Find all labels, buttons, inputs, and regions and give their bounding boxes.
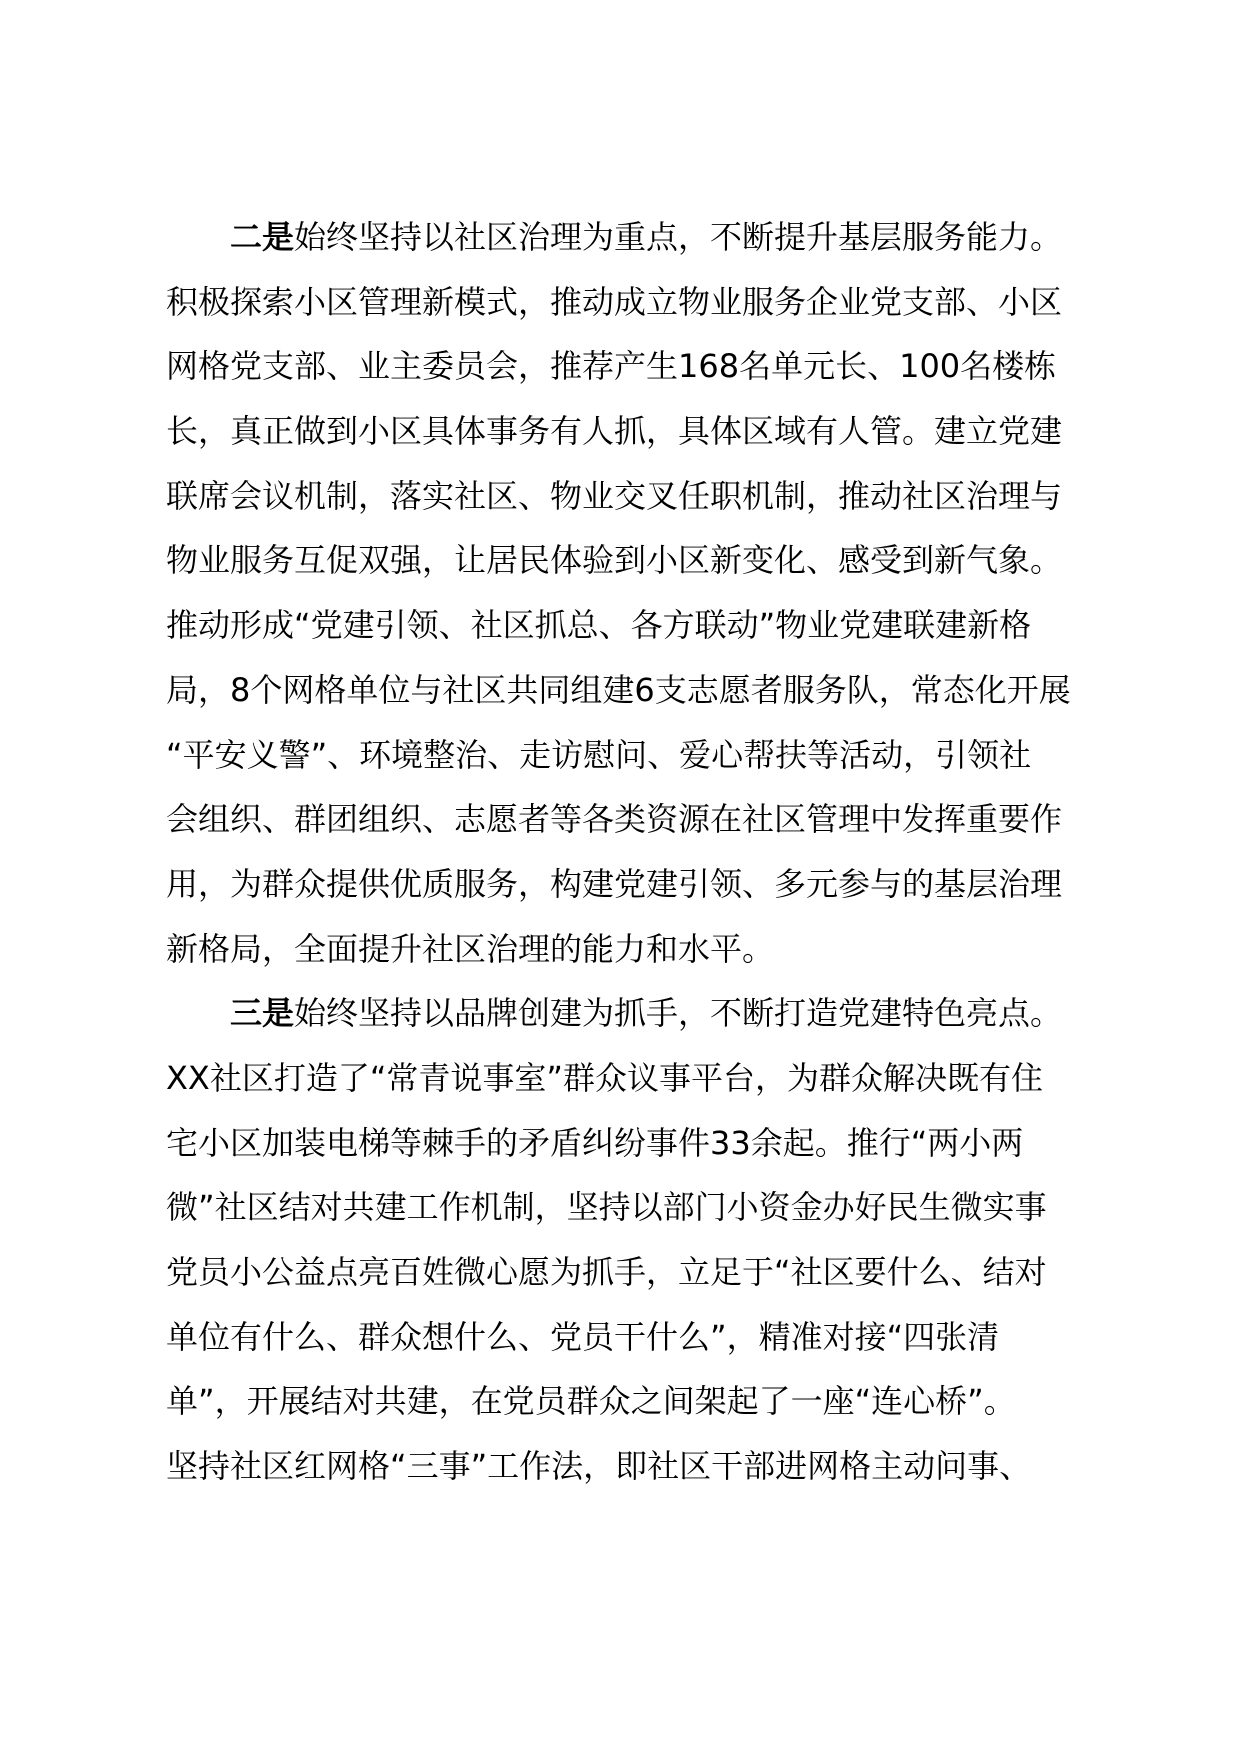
paragraph-line: 会组织、群团组织、志愿者等各类资源在社区管理中发挥重要作 (166, 800, 1063, 839)
paragraph-line: 局，8个网格单位与社区共同组建6支志愿者服务队，常态化开展 (166, 670, 1071, 709)
paragraph-line: 推动形成“党建引领、社区抓总、各方联动”物业党建联建新格 (166, 606, 1032, 645)
paragraph-line: 党员小公益点亮百姓微心愿为抓手，立足于“社区要什么、结对 (166, 1253, 1047, 1291)
document-body (166, 205, 1106, 1499)
paragraph-line: 积极探索小区管理新模式，推动成立物业服务企业党支部、小区 (166, 282, 1063, 321)
paragraph-line: 二是始终坚持以社区治理为重点，不断提升基层服务能力。 (230, 218, 1063, 256)
paragraph-line: 网格党支部、业主委员会，推荐产生168名单元长、100名楼栋 (166, 347, 1057, 386)
paragraph-line: XX社区打造了“常青说事室”群众议事平台，为群众解决既有住 (166, 1058, 1044, 1097)
paragraph-line: 长，真正做到小区具体事务有人抓，具体区域有人管。建立党建 (166, 412, 1063, 451)
paragraph-lead: 三是 (230, 994, 295, 1033)
paragraph-3 (166, 981, 1106, 1499)
paragraph-line: 坚持社区红网格“三事”工作法，即社区干部进网格主动问事、 (166, 1447, 1032, 1486)
paragraph-line: 宅小区加装电梯等棘手的矛盾纠纷事件33余起。推行“两小两 (166, 1123, 1024, 1162)
paragraph-line: 单位有什么、群众想什么、党员干什么”，精准对接“四张清 (166, 1317, 1000, 1356)
paragraph-line: 单”，开展结对共建，在党员群众之间架起了一座“连心桥”。 (166, 1382, 1016, 1421)
paragraph-lead: 二是 (230, 218, 295, 256)
paragraph-line: 物业服务互促双强，让居民体验到小区新变化、感受到新气象。 (166, 541, 1063, 580)
paragraph-line: “平安义警”、环境整治、走访慰问、爱心帮扶等活动，引领社 (166, 735, 1032, 774)
paragraph-2 (166, 205, 1106, 981)
paragraph-line: 用，为群众提供优质服务，构建党建引领、多元参与的基层治理 (166, 864, 1063, 903)
paragraph-line: 联席会议机制，落实社区、物业交叉任职机制，推动社区治理与 (166, 476, 1063, 515)
paragraph-line: 新格局，全面提升社区治理的能力和水平。 (166, 929, 775, 968)
paragraph-line: 三是始终坚持以品牌创建为抓手，不断打造党建特色亮点。 (230, 994, 1063, 1033)
paragraph-line: 微”社区结对共建工作机制，坚持以部门小资金办好民生微实事 (166, 1188, 1047, 1227)
